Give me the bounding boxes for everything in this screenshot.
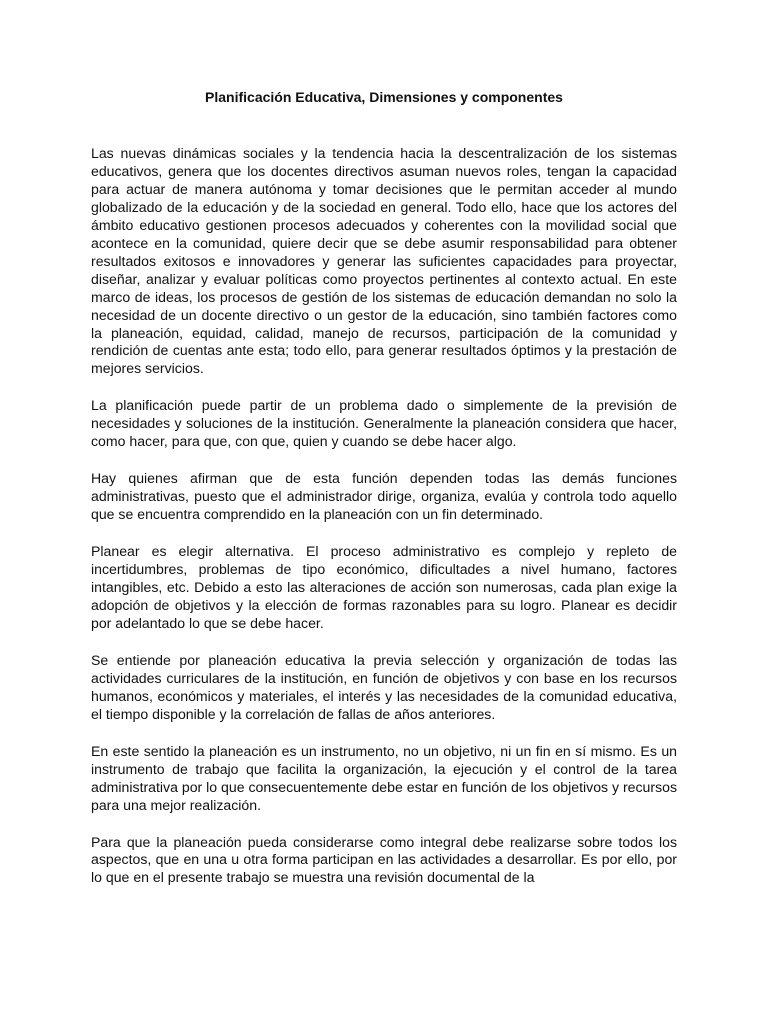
document-title: Planificación Educativa, Dimensiones y componentes (205, 89, 563, 105)
paragraph-5: Se entiende por planeación educativa la previa selección y organización de todas las actividades curriculares de la institución, en función de objetivos y con base en los recursos humanos, económicos y materiales, el interés y las necesidades de la comunidad educativa, el tiempo disponible y la correlación de fallas de años anteriores. (91, 651, 677, 722)
paragraph-7: Para que la planeación pueda considerarse como integral debe realizarse sobre todos los aspectos, que en una u otra forma participan en las actividades a desarrollar. Es por ello, por lo que en el presente trabajo se muestra una revisión documental de la (91, 833, 677, 886)
paragraph-6: En este sentido la planeación es un instrumento, no un objetivo, ni un fin en sí mismo. Es un instrumento de trabajo que facilita la organización, la ejecución y el control de la tarea administrativa por lo que consecuentemente debe estar en función de los objetivos y recursos para una mejor realización. (91, 742, 678, 813)
paragraph-1: Las nuevas dinámicas sociales y la tendencia hacia la descentralización de los sistemas educativos, genera que los docentes directivos asuman nuevos roles, tengan la capacidad para actuar de manera autónoma y tomar decisiones que le permitan acceder al mundo globalizado de la educación y de la sociedad en general. Todo ello, hace que los actores del ámbito educativo gestionen procesos adecuados y coherentes con la movilidad social que acontece en la comunidad, quiere decir que se debe asumir responsabilidad para obtener resultados exitosos e innovadores y generar las suficientes capacidades para proyectar, diseñar, analizar y evaluar políticas como proyectos pertinentes al contexto actual. En este marco de ideas, los procesos de gestión de los sistemas de educación demandan no solo la necesidad de un docente directivo o un gestor de la educación, sino también factores como la planeación, equidad, calidad, manejo de recursos, participación de la comunidad y rendición de cuentas ante esta; todo ello, para generar resultados óptimos y la prestación de mejores servicios. (91, 145, 677, 377)
document-page (91, 88, 677, 906)
paragraph-4: Planear es elegir alternativa. El proceso administrativo es complejo y repleto de incertidumbres, problemas de tipo económico, dificultades a nivel humano, factores intangibles, etc. Debido a esto las alteraciones de acción son numerosas, cada plan exige la adopción de objetivos y la elección de formas razonables para su logro. Planear es decidir por adelantado lo que se debe hacer. (91, 543, 677, 631)
paragraph-2: La planificación puede partir de un problema dado o simplemente de la previsión de necesidades y soluciones de la institución. Generalmente la planeación considera que hacer, como hacer, para que, con que, quien y cuando se debe hacer algo. (91, 397, 677, 450)
document-body (91, 145, 677, 887)
paragraph-3: Hay quienes afirman que de esta función dependen todas las demás funciones administrativas, puesto que el administrador dirige, organiza, evalúa y controla todo aquello que se encuentra comprendido en la planeación con un fin determinado. (91, 470, 677, 523)
